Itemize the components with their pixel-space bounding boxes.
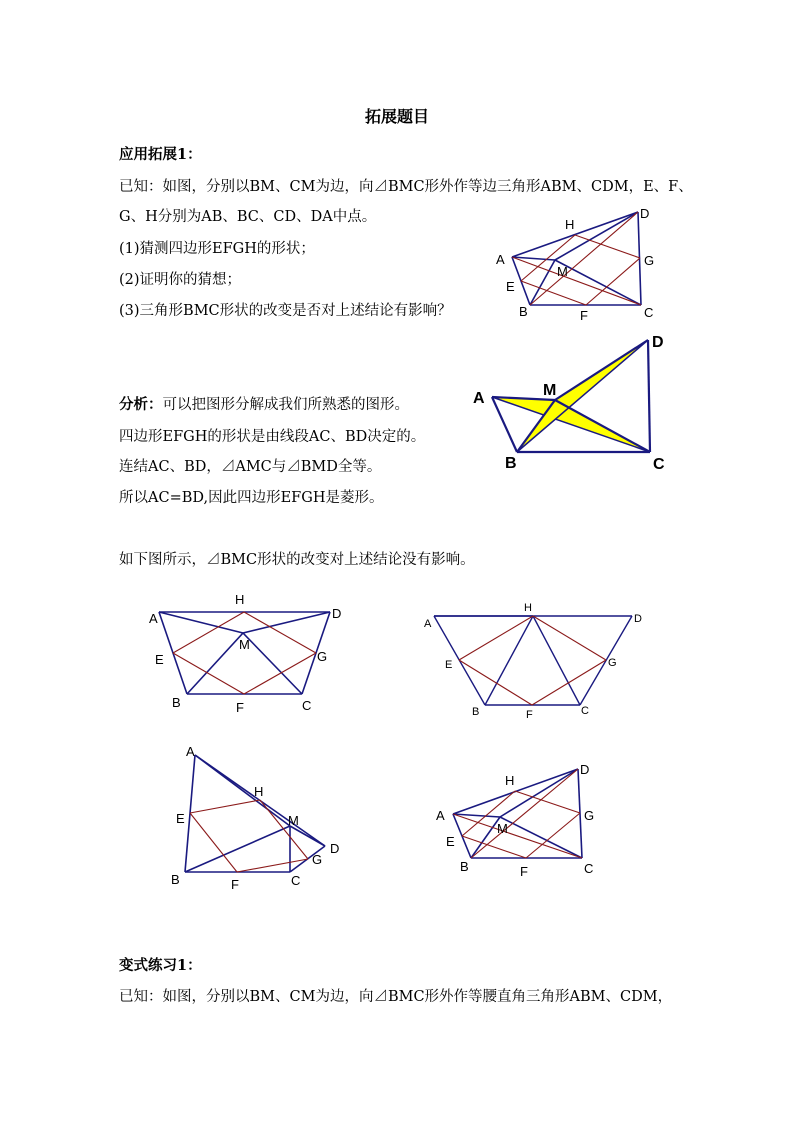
figure-4-variant [420, 596, 650, 721]
figure-6-variant [430, 755, 605, 885]
fig6-label-b: B [460, 859, 469, 874]
fig1-label-c: C [644, 305, 654, 320]
fig5-label-b: B [171, 872, 180, 887]
fig3-label-b: B [172, 695, 181, 710]
fig4-label-d: D [634, 613, 642, 625]
fig2-label-a: A [473, 390, 485, 407]
figure-1-efgh [490, 200, 670, 325]
fig3-label-e: E [155, 652, 164, 667]
fig6-label-g: G [584, 808, 595, 823]
section1-line1: 已知：如图，分别以BM、CM为边，向⊿BMC形外作等边三角形ABM、CDM，E、F、 [119, 179, 693, 195]
fig5-label-e: E [176, 811, 185, 826]
fig4-label-g: G [608, 657, 617, 669]
fig4-label-h: H [524, 602, 532, 614]
fig3-label-g: G [317, 649, 328, 664]
fig6-label-f: F [520, 864, 528, 879]
fig1-label-d: D [640, 206, 650, 221]
question-3: (3)三角形BMC形状的改变是否对上述结论有影响？ [119, 303, 452, 319]
analysis-heading: 分析： [119, 396, 163, 413]
analysis-line1 [119, 396, 409, 414]
figure-2-congruent-triangles [468, 328, 673, 476]
fig2-label-b: B [505, 455, 517, 472]
fig4-label-b: B [472, 706, 480, 718]
fig3-label-f: F [236, 700, 244, 715]
fig5-label-d: D [330, 841, 340, 856]
fig3-label-c: C [302, 698, 312, 713]
fig5-label-c: C [291, 873, 301, 888]
fig6-label-h: H [505, 773, 515, 788]
fig4-label-c: C [581, 705, 589, 717]
figure-3-variant [145, 588, 345, 716]
section2-line1: 已知：如图，分别以BM、CM为边，向⊿BMC形外作等腰直角三角形ABM、CDM， [119, 989, 673, 1005]
fig3-label-h: H [235, 592, 245, 607]
fig1-label-a: A [496, 252, 505, 267]
fig5-label-g: G [312, 852, 323, 867]
fig1-label-m: M [557, 264, 568, 279]
fig5-label-f: F [231, 877, 239, 892]
fig2-label-c: C [653, 456, 665, 473]
fig1-label-f: F [580, 308, 588, 323]
fig1-label-h: H [565, 217, 575, 232]
fig5-label-a: A [186, 744, 195, 759]
fig6-label-m: M [497, 821, 508, 836]
fig3-label-a: A [149, 611, 158, 626]
fig1-label-g: G [644, 253, 655, 268]
analysis-line2: 四边形EFGH的形状是由线段AC、BD决定的。 [119, 429, 426, 445]
section1-line2: G、H分别为AB、BC、CD、DA中点。 [119, 209, 377, 225]
fig2-label-d: D [652, 334, 664, 351]
fig6-label-c: C [584, 861, 594, 876]
analysis-text: 可以把图形分解成我们所熟悉的图形。 [162, 397, 409, 413]
analysis-line4: 所以AC=BD,因此四边形EFGH是菱形。 [119, 490, 384, 506]
fig4-label-f: F [526, 709, 533, 721]
figure-5-variant [170, 740, 350, 892]
fig3-label-d: D [332, 606, 342, 621]
fig5-label-m: M [288, 813, 299, 828]
fig1-label-b: B [519, 304, 528, 319]
section2-heading: 变式练习1： [119, 957, 202, 974]
analysis-line3: 连结AC、BD，⊿AMC与⊿BMD全等。 [119, 459, 382, 475]
fig1-label-e: E [506, 279, 515, 294]
fig6-label-e: E [446, 834, 455, 849]
section1-heading: 应用拓展1： [119, 146, 202, 163]
fig3-label-m: M [239, 637, 250, 652]
fig5-label-h: H [254, 784, 264, 799]
fig6-label-d: D [580, 762, 590, 777]
fig6-label-a: A [436, 808, 445, 823]
fig2-label-m: M [543, 382, 557, 399]
fig4-label-a: A [424, 618, 432, 630]
question-2: (2)证明你的猜想； [119, 272, 242, 288]
fig4-label-e: E [445, 659, 453, 671]
note-line: 如下图所示，⊿BMC形状的改变对上述结论没有影响。 [119, 552, 475, 568]
question-1: (1)猜测四边形EFGH的形状； [119, 241, 315, 257]
page-title: 拓展题目 [364, 107, 429, 126]
